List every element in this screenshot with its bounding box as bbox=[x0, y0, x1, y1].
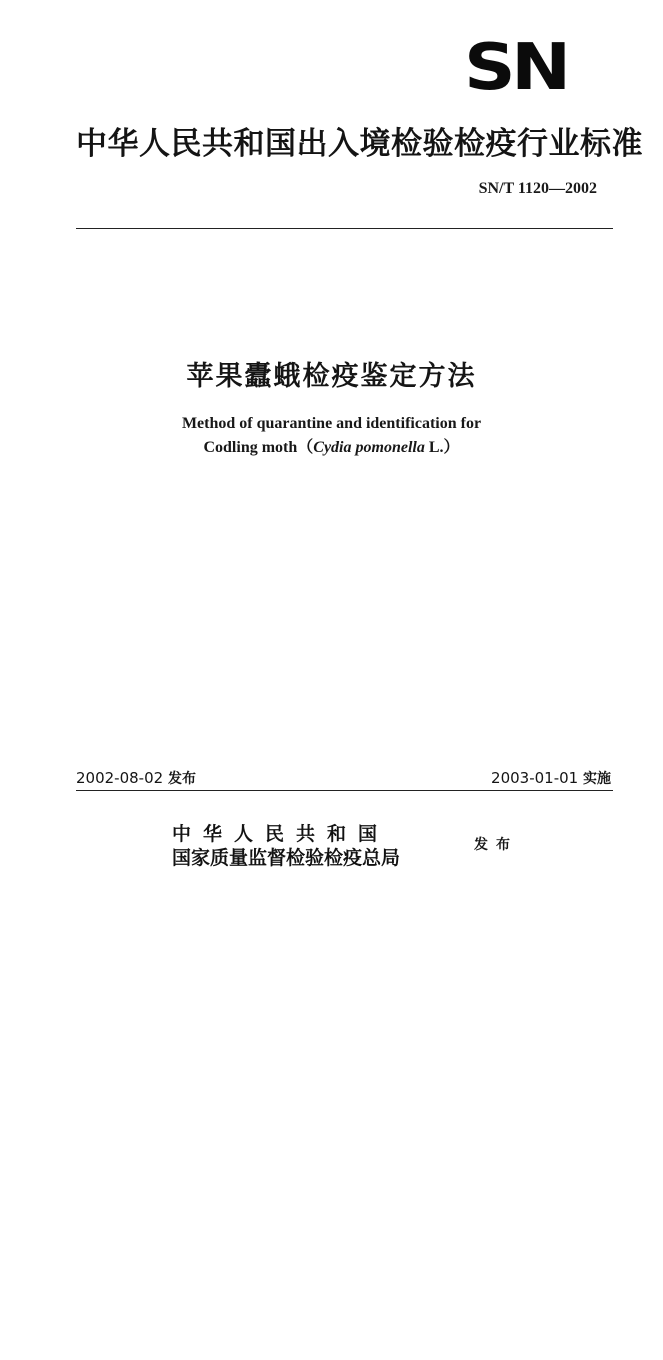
issuer-line1: 中华人民共和国 bbox=[172, 823, 390, 845]
bottom-divider bbox=[76, 790, 613, 791]
standard-code: SN/T 1120—2002 bbox=[478, 180, 597, 197]
issuer-line2: 国家质量监督检验检疫总局 bbox=[172, 847, 401, 869]
standard-category-title: 中华人民共和国出入境检验检疫行业标准 bbox=[76, 126, 643, 162]
english-title-suffix: L.） bbox=[424, 439, 460, 456]
release-label: 发布 bbox=[167, 771, 196, 787]
implement-date-block bbox=[491, 768, 611, 788]
sn-logo: SN bbox=[464, 31, 567, 105]
document-title-chinese: 苹果蠹蛾检疫鉴定方法 bbox=[186, 361, 477, 392]
dates-row bbox=[76, 768, 613, 790]
scientific-name: Cydia pomonella bbox=[313, 439, 425, 456]
english-title-line1: Method of quarantine and identification for bbox=[181, 415, 482, 432]
top-divider bbox=[76, 228, 613, 229]
issued-label: 发布 bbox=[474, 837, 518, 853]
issuing-authority bbox=[172, 822, 400, 870]
english-title-line2 bbox=[0, 436, 663, 460]
document-title-english bbox=[0, 412, 663, 460]
implement-date: 2003-01-01 bbox=[491, 769, 579, 787]
release-date-block bbox=[76, 768, 196, 788]
english-title-prefix: Codling moth（ bbox=[203, 439, 314, 456]
implement-label: 实施 bbox=[583, 771, 611, 787]
release-date: 2002-08-02 bbox=[76, 769, 164, 787]
